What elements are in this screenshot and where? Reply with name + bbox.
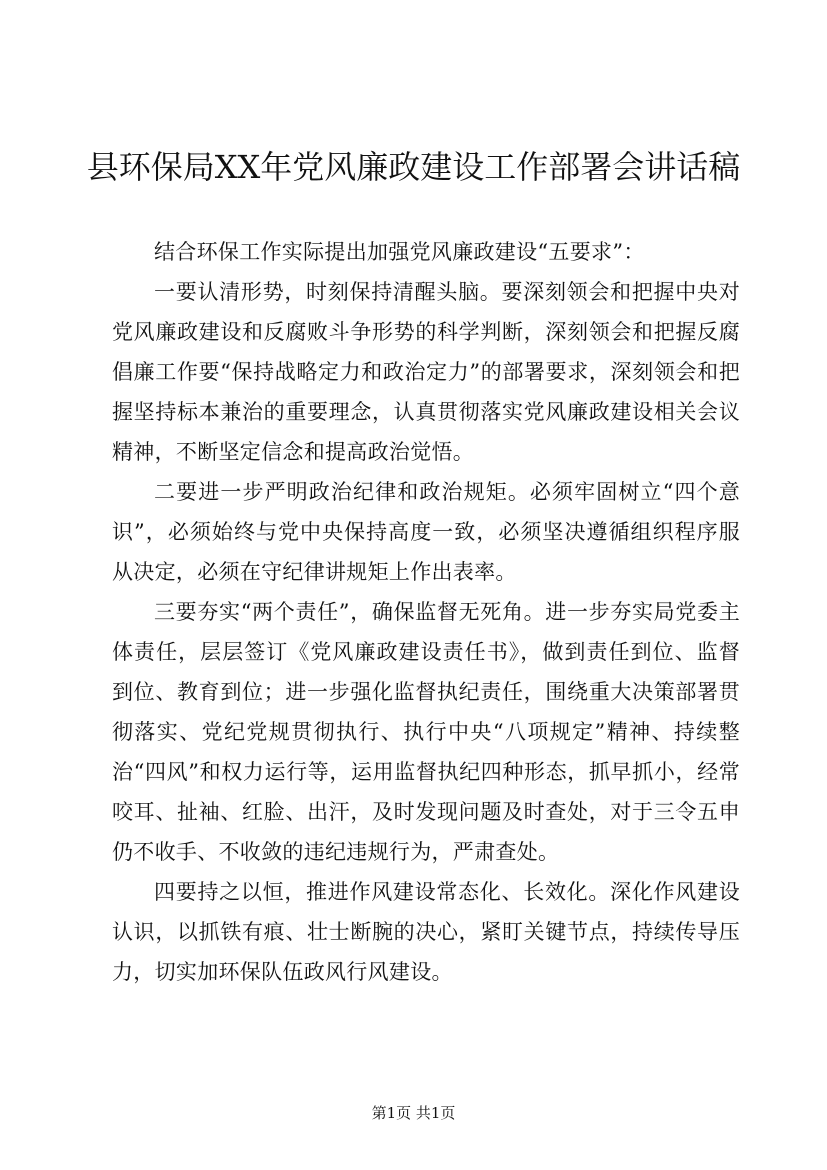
paragraph-intro: 结合环保工作实际提出加强党风廉政建设“五要求”： xyxy=(154,240,645,264)
paragraph-requirement-4: 四要持之以恒，推进作风建设常态化、长效化。深化作风建设认识，以抓铁有痕、壮士断腕的决心，紧盯关键节点，持续传导压力，切实加环保队伍政风行风建设。 xyxy=(112,880,740,984)
page-footer: 第1页 共1页 xyxy=(371,1104,456,1122)
paragraph-requirement-2: 二要进一步严明政治纪律和政治规矩。必须牢固树立“四个意识”，必须始终与党中央保持高度一致，必须坚决遵循组织程序服从决定，必须在守纪律讲规矩上作出表率。 xyxy=(112,480,740,584)
paragraph-requirement-3: 三要夯实“两个责任”，确保监督无死角。进一步夯实局党委主体责任，层层签订《党风廉政建设责任书》，做到责任到位、监督到位、教育到位；进一步强化监督执纪责任，围绕重大决策部署贯彻落实、党纪党规贯彻执行、执行中央“八项规定”精神、持续整治“四风”和权力运行等，运用监督执纪四种形态，抓早抓小，经常咬耳、扯袖、红脸、出汗，及时发现问题及时查处，对于三令五申仍不收手、不收敛的违纪违规行为，严肃查处。 xyxy=(112,600,740,864)
document-title: 县环保局XX年党风廉政建设工作部署会讲话稿 xyxy=(86,148,741,186)
document-body xyxy=(112,232,740,992)
paragraph-requirement-1: 一要认清形势，时刻保持清醒头脑。要深刻领会和把握中央对党风廉政建设和反腐败斗争形势的科学判断，深刻领会和把握反腐倡廉工作要“保持战略定力和政治定力”的部署要求，深刻领会和把握坚持标本兼治的重要理念，认真贯彻落实党风廉政建设相关会议精神，不断坚定信念和提高政治觉悟。 xyxy=(112,280,740,464)
